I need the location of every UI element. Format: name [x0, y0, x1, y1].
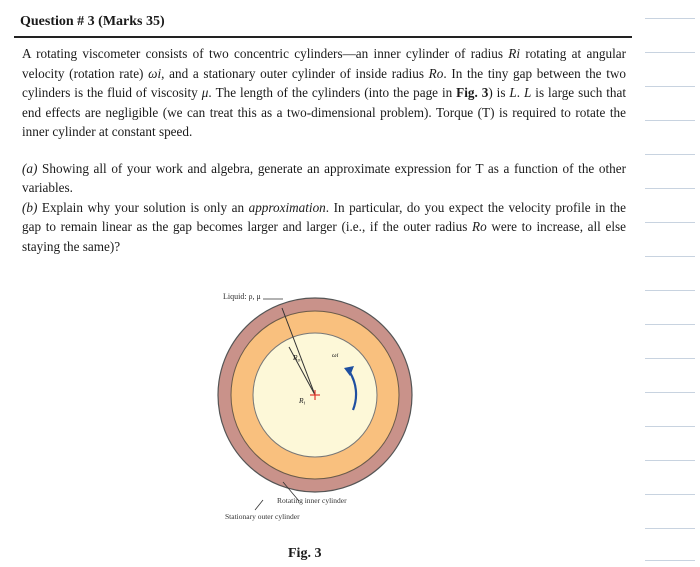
margin-line [645, 154, 695, 155]
question-body [22, 44, 626, 256]
viscometer-figure [205, 282, 425, 567]
part-b-emphasis: approximation [248, 199, 326, 215]
notebook-margin-lines [640, 0, 700, 567]
outer-cylinder-label: Stationary outer cylinder [225, 512, 300, 521]
margin-line [645, 256, 695, 257]
margin-line [645, 120, 695, 121]
intro-text-5: . In the tiny gap between the two cylinders is the fluid of viscosity [22, 65, 627, 100]
intro-dash: — [342, 46, 356, 61]
symbol-omega-i: ωi [148, 65, 162, 81]
symbol-ro: Ro [428, 65, 444, 81]
inner-cylinder-label: Rotating inner cylinder [277, 496, 347, 505]
part-b-text-2: . In particular, do you expect the velocity profile in the gap to remain linear as the gap becomes larger and larger (i.e., if the outer radius [22, 199, 626, 234]
margin-line [645, 290, 695, 291]
margin-line [645, 222, 695, 223]
intro-paragraph [22, 44, 626, 142]
intro-text-1: A rotating viscometer consists of two concentric cylinders [22, 46, 343, 61]
symbol-l-1: L [509, 85, 517, 100]
symbol-mu: μ [201, 85, 209, 100]
margin-line [645, 460, 695, 461]
symbol-ri: Ri [508, 46, 521, 61]
part-b-paragraph [22, 198, 626, 257]
part-b-label: (b) [22, 199, 38, 215]
part-a-text: Showing all of your work and algebra, generate an approximate expression for T as a function of the other variables. [22, 160, 626, 195]
margin-line [645, 560, 695, 561]
intro-text-8: . [516, 85, 525, 100]
intro-text-9: is large such that end effects are negligible (we can treat this as a two-dimensional problem). Torque (T) is required to rotate the inner cylinder at constant speed. [22, 85, 627, 139]
margin-line [645, 358, 695, 359]
margin-line [645, 86, 695, 87]
margin-line [645, 494, 695, 495]
intro-text-2: an inner cylinder of radius [355, 46, 509, 61]
margin-line [645, 188, 695, 189]
outer-leader-line [255, 500, 263, 510]
margin-line [645, 426, 695, 427]
margin-line [645, 52, 695, 53]
intro-text-3: rotating at angular velocity (rotation rate) [22, 46, 627, 81]
margin-line [645, 392, 695, 393]
header-divider [14, 36, 632, 38]
ri-label: $R_i$ [299, 396, 306, 407]
symbol-l-2: L [524, 85, 532, 100]
margin-line [645, 324, 695, 325]
ro-label: $R_o$ [293, 353, 301, 364]
intro-text-4: , and a stationary outer cylinder of inside radius [161, 65, 429, 81]
part-b-text-1: Explain why your solution is only an [37, 199, 249, 215]
liquid-label: Liquid: ρ, μ [223, 292, 261, 301]
margin-line [645, 528, 695, 529]
intro-text-6: . The length of the cylinders (into the page in [208, 85, 457, 100]
figure-caption: Fig. 3 [288, 546, 322, 561]
intro-text-7: ) is [488, 85, 510, 100]
omega-label: ωi [332, 352, 339, 359]
part-b-text-3: were to increase, all else staying the same)? [22, 219, 626, 254]
fig-reference: Fig. 3 [456, 85, 489, 100]
symbol-ro-b: Ro [472, 219, 487, 234]
part-a-paragraph [22, 159, 626, 198]
margin-line [645, 18, 695, 19]
part-a-label: (a) [22, 160, 38, 176]
question-title: Question # 3 (Marks 35) [20, 14, 165, 29]
